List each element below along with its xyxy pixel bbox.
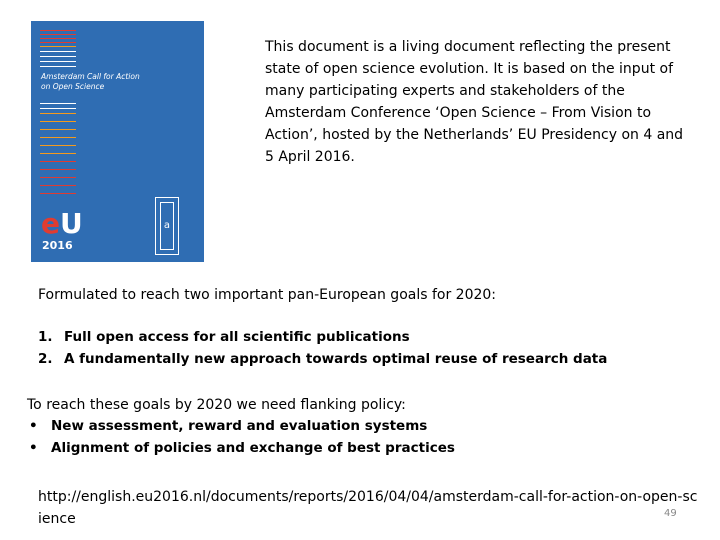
door-icon: [155, 197, 179, 255]
list-item: [38, 326, 607, 348]
cover-stripe: [40, 153, 76, 154]
cover-title-line: Amsterdam Call for Action: [41, 72, 140, 81]
goals-list: [38, 326, 607, 370]
cover-year: 2016: [42, 239, 73, 252]
cover-stripe: [40, 61, 76, 62]
cover-stripe: [40, 161, 76, 162]
list-item: [27, 415, 455, 437]
cover-stripe: [40, 177, 76, 178]
eu2016-logo: [41, 209, 83, 239]
report-cover-image: [31, 21, 204, 262]
intro-paragraph: This document is a living document reflecting the present state of open science evolution. It is based on the input of many participating experts and stakeholders of the Amsterdam Conference ‘Open Science – From Vision to Action’, hosted by the Netherlands’ EU Presidency on 4 and 5 April 2016.: [265, 39, 684, 165]
list-number: 2.: [38, 351, 53, 367]
cover-stripe: [40, 193, 76, 194]
page-number: 49: [664, 508, 677, 519]
logo-main: U: [60, 207, 83, 240]
list-item: [27, 437, 455, 459]
list-text: New assessment, reward and evaluation systems: [51, 418, 428, 434]
cover-stripe: [40, 34, 76, 35]
logo-prefix: e: [41, 207, 60, 240]
cover-title: [41, 72, 191, 92]
cover-stripe: [40, 108, 76, 109]
bullet-icon: •: [29, 440, 38, 456]
list-number: 1.: [38, 329, 53, 345]
cover-title-line: on Open Science: [41, 82, 105, 91]
cover-stripe: [40, 56, 76, 57]
door-letter: a: [160, 202, 174, 250]
goals-intro: Formulated to reach two important pan-European goals for 2020:: [38, 287, 497, 303]
cover-stripe: [40, 129, 76, 130]
cover-stripe: [40, 42, 76, 43]
cover-stripe: [40, 185, 76, 186]
cover-stripe: [40, 169, 76, 170]
cover-stripe: [40, 38, 76, 39]
cover-stripe: [40, 145, 76, 146]
source-url[interactable]: http://english.eu2016.nl/documents/reports/2016/04/04/amsterdam-call-for-action-on-open-science: [38, 489, 698, 527]
cover-stripe: [40, 51, 76, 52]
flanking-intro: To reach these goals by 2020 we need flanking policy:: [27, 397, 406, 413]
list-text: Alignment of policies and exchange of best practices: [51, 440, 455, 456]
flanking-list: [27, 415, 455, 459]
cover-stripe: [40, 113, 76, 114]
cover-stripe: [40, 30, 76, 31]
cover-stripe: [40, 103, 76, 104]
cover-stripe: [40, 121, 76, 122]
list-text: Full open access for all scientific publications: [64, 329, 410, 345]
bullet-icon: •: [29, 418, 38, 434]
cover-stripe: [40, 137, 76, 138]
cover-stripe: [40, 46, 76, 47]
cover-stripe: [40, 66, 76, 67]
list-item: [38, 348, 607, 370]
list-text: A fundamentally new approach towards optimal reuse of research data: [64, 351, 608, 367]
